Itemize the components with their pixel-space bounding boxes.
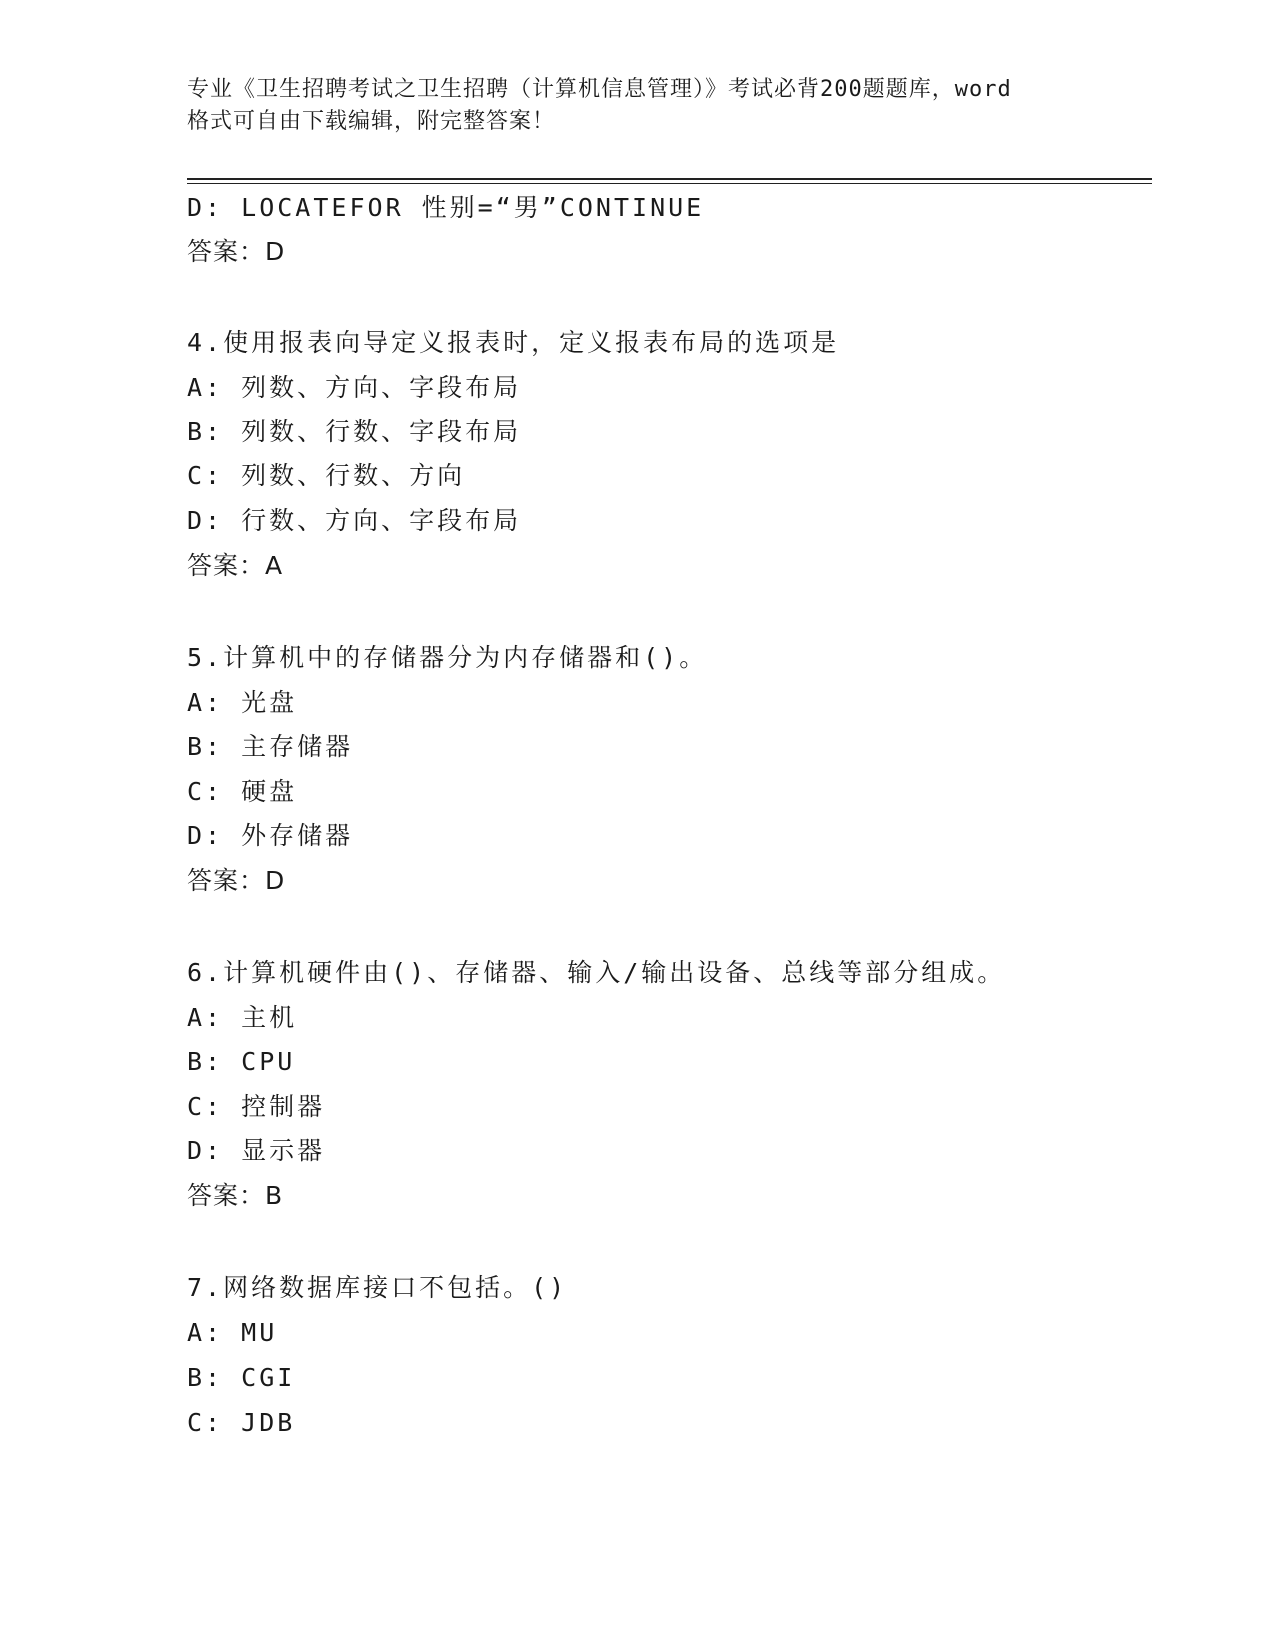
q6-option-c: C: 控制器: [187, 1092, 326, 1121]
header-divider-thin: [187, 183, 1152, 184]
q7-option-a: A: MU: [187, 1318, 278, 1347]
q6-answer: 答案：B: [187, 1181, 284, 1210]
q5-option-a: A: 光盘: [187, 688, 298, 717]
q5-question: 5.计算机中的存储器分为内存储器和()。: [187, 643, 708, 672]
q3-option-d: D: LOCATEFOR 性别=“男”CONTINUE: [187, 193, 705, 222]
q5-option-c: C: 硬盘: [187, 777, 298, 806]
q4-option-c: C: 列数、行数、方向: [187, 461, 466, 490]
document-header: [187, 74, 1087, 138]
header-line-1: 专业《卫生招聘考试之卫生招聘（计算机信息管理）》考试必背200题题库，word: [187, 77, 1012, 102]
q4-option-a: A: 列数、方向、字段布局: [187, 373, 522, 402]
header-divider-thick: [187, 178, 1152, 180]
q4-option-b: B: 列数、行数、字段布局: [187, 417, 522, 446]
q3-answer: 答案：D: [187, 237, 286, 266]
q7-option-c: C: JDB: [187, 1408, 296, 1437]
q4-option-d: D: 行数、方向、字段布局: [187, 506, 522, 535]
q6-option-d: D: 显示器: [187, 1136, 326, 1165]
q6-question: 6.计算机硬件由()、存储器、输入/输出设备、总线等部分组成。: [187, 958, 1006, 987]
q7-option-b: B: CGI: [187, 1363, 296, 1392]
q6-option-a: A: 主机: [187, 1003, 298, 1032]
q6-option-b: B: CPU: [187, 1047, 296, 1076]
q5-option-d: D: 外存储器: [187, 821, 354, 850]
q4-answer: 答案：A: [187, 551, 284, 580]
q7-question: 7.网络数据库接口不包括。(): [187, 1273, 568, 1302]
header-line-2: 格式可自由下载编辑，附完整答案！: [187, 109, 556, 134]
q4-question: 4.使用报表向导定义报表时，定义报表布局的选项是: [187, 328, 840, 357]
q5-answer: 答案：D: [187, 866, 286, 895]
q5-option-b: B: 主存储器: [187, 732, 354, 761]
